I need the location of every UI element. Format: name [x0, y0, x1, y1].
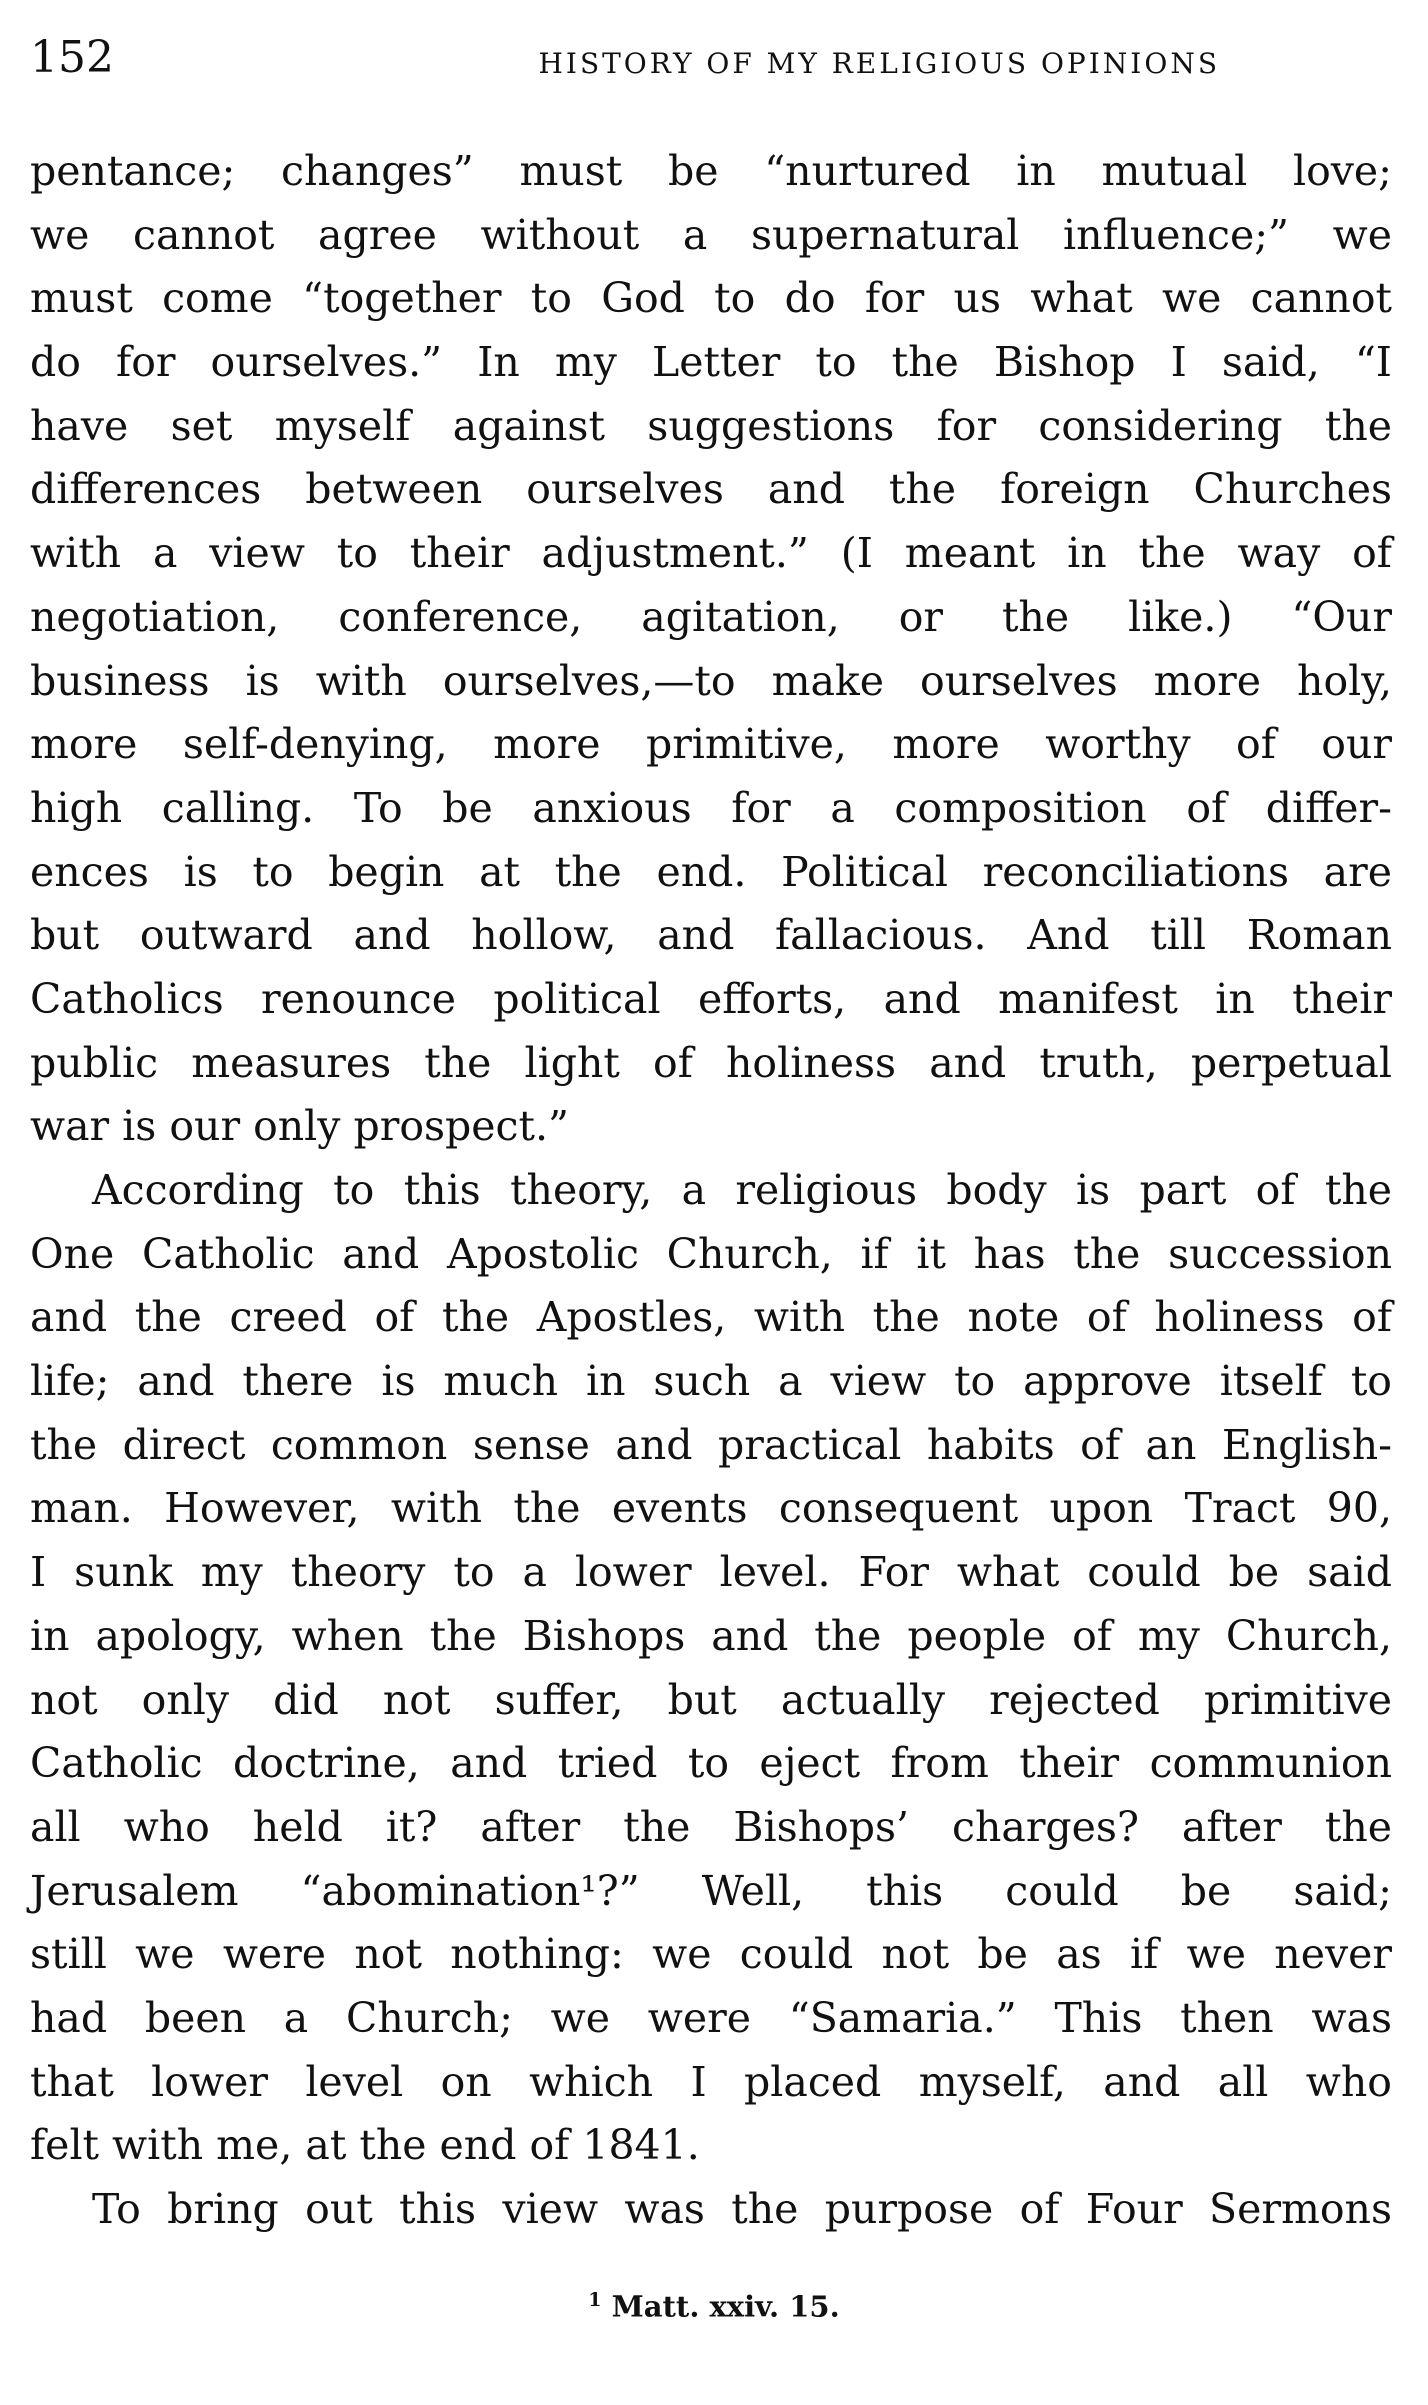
running-title: HISTORY OF MY RELIGIOUS OPINIONS — [538, 47, 1220, 80]
text-line: man. However, with the events consequent upon Tract 90, — [30, 1484, 1392, 1533]
text-line: I sunk my theory to a lower level. For what could be said — [30, 1548, 1392, 1597]
text-line: but outward and hollow, and fallacious. And till Roman — [30, 911, 1392, 960]
text-line: all who held it? after the Bishops’ charges? after the — [30, 1802, 1392, 1851]
text-line: felt with me, at the end of 1841. — [30, 2121, 700, 2170]
text-line: Jerusalem “abomination¹?” Well, this could be said; — [30, 1866, 1392, 1915]
page-number: 152 — [30, 32, 114, 83]
text-line: still we were not nothing: we could not be as if we never — [30, 1930, 1392, 1979]
text-line: must come “together to God to do for us what we cannot — [30, 274, 1392, 323]
text-line: have set myself against suggestions for considering the — [30, 401, 1392, 450]
text-line: public measures the light of holiness and truth, perpetual — [30, 1038, 1392, 1087]
text-line: and the creed of the Apostles, with the note of holiness of — [30, 1293, 1392, 1342]
footnote-text: Matt. xxiv. 15. — [611, 2289, 840, 2324]
text-line: not only did not suffer, but actually rejected primitive — [30, 1675, 1392, 1724]
body-text — [30, 140, 1392, 2242]
text-line: that lower level on which I placed myself, and all who — [30, 2057, 1392, 2106]
text-line: One Catholic and Apostolic Church, if it has the succession — [30, 1229, 1392, 1278]
text-line: negotiation, conference, agitation, or the like.) “Our — [30, 592, 1392, 641]
text-line: the direct common sense and practical habits of an English- — [30, 1420, 1392, 1469]
text-line: war is our only prospect.” — [30, 1102, 569, 1151]
text-line: pentance; changes” must be “nurtured in mutual love; — [30, 147, 1392, 195]
text-line: ences is to begin at the end. Political reconciliations are — [30, 847, 1392, 896]
text-line: life; and there is much in such a view to approve itself to — [30, 1357, 1392, 1406]
text-line: had been a Church; we were “Samaria.” This then was — [30, 1993, 1392, 2042]
text-line: According to this theory, a religious body is part of the — [92, 1166, 1392, 1214]
footnote-marker: 1 — [588, 2289, 602, 2311]
text-line: high calling. To be anxious for a composition of differ- — [30, 783, 1392, 832]
footnote — [0, 2280, 1428, 2327]
page-header — [30, 28, 1390, 88]
text-line: business is with ourselves,—to make ourselves more holy, — [30, 656, 1392, 705]
text-line: Catholics renounce political efforts, and manifest in their — [30, 974, 1392, 1023]
text-line: do for ourselves.” In my Letter to the Bishop I said, “I — [30, 338, 1392, 387]
text-line: in apology, when the Bishops and the people of my Church, — [30, 1611, 1392, 1660]
text-line: we cannot agree without a supernatural influence;” we — [30, 210, 1392, 259]
text-line: with a view to their adjustment.” (I meant in the way of — [30, 529, 1392, 578]
text-line: To bring out this view was the purpose of Four Sermons — [92, 2185, 1392, 2233]
text-line: Catholic doctrine, and tried to eject from their communion — [30, 1739, 1392, 1788]
text-line: more self-denying, more primitive, more worthy of our — [30, 720, 1392, 769]
text-line: differences between ourselves and the foreign Churches — [30, 465, 1392, 514]
